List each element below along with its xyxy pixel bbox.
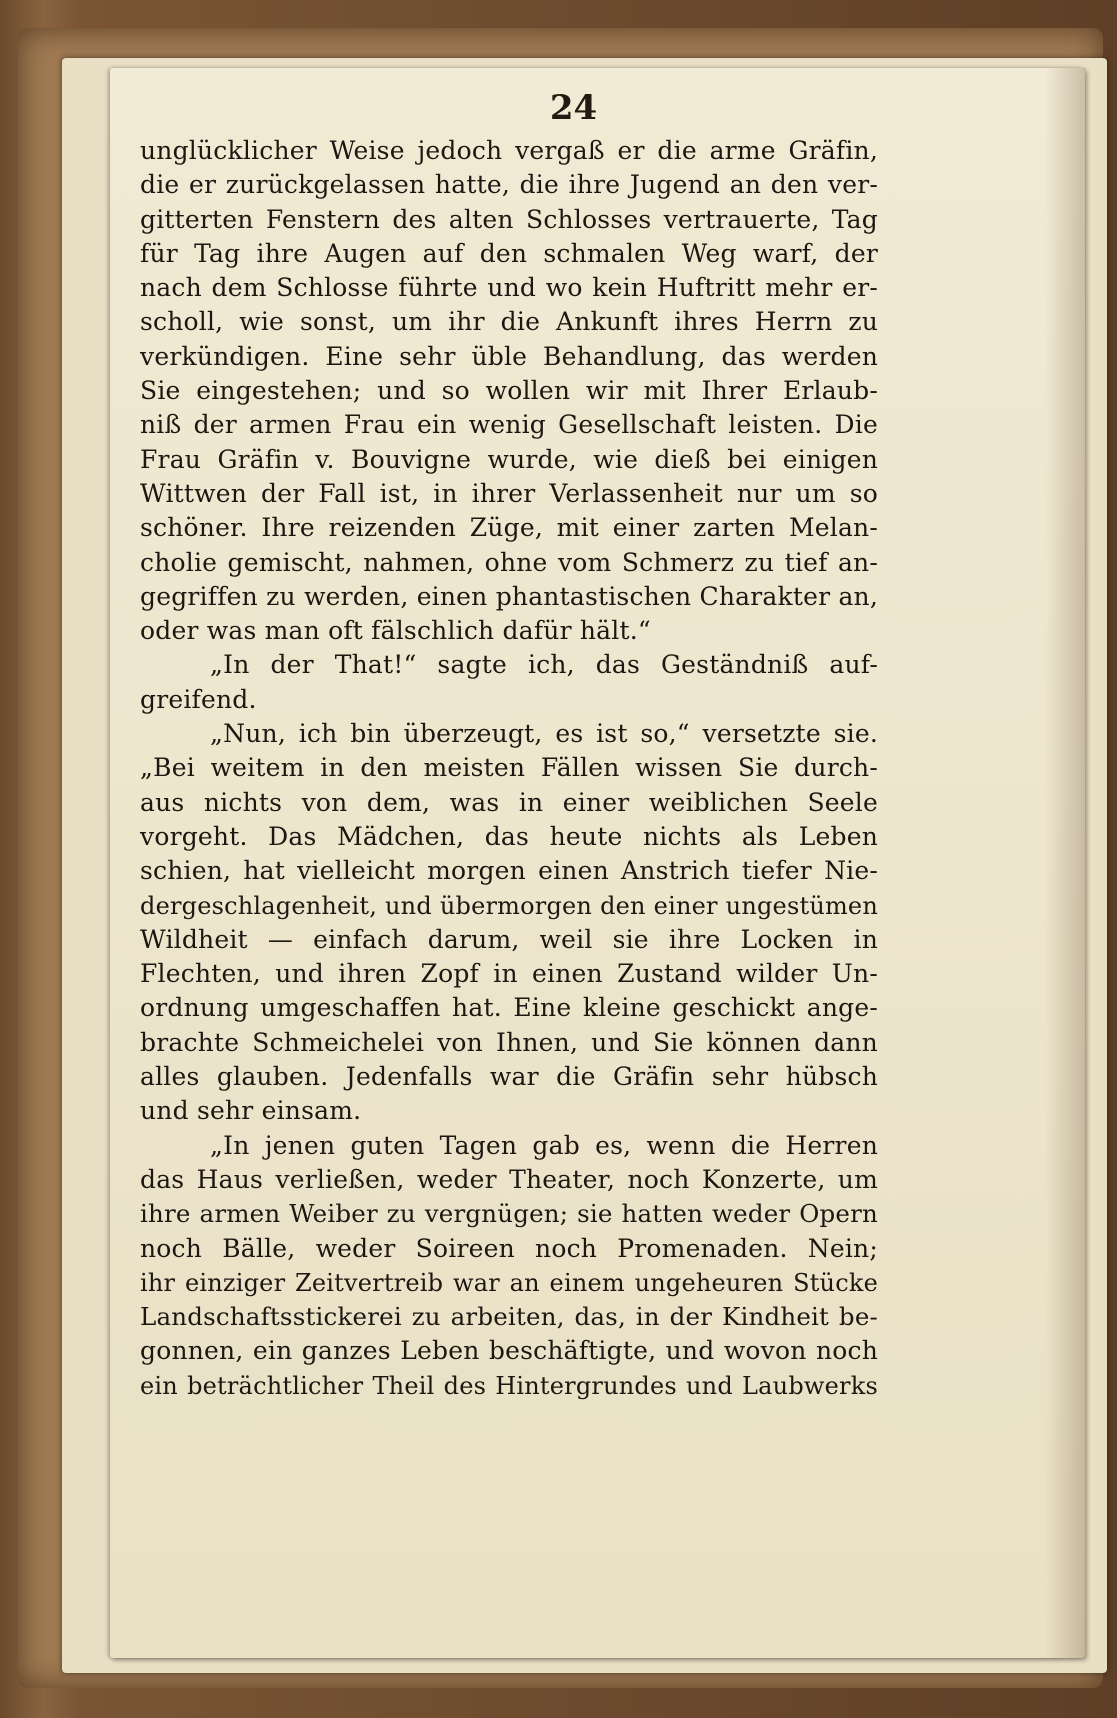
- text-line: scholl, wie sonst, um ihr die Ankunft ihres Herrn zu: [140, 307, 878, 337]
- text-line: Wildheit — einfach darum, weil sie ihre Locken in: [140, 924, 878, 954]
- text-line: Sie eingestehen; und so wollen wir mit Ihrer Erlaub-: [140, 376, 878, 406]
- text-line: „Bei weitem in den meisten Fällen wissen Sie durch-: [140, 753, 878, 783]
- text-line: „Nun, ich bin überzeugt, es ist so,“ versetzte sie.: [210, 719, 878, 749]
- text-line: greifend.: [140, 684, 257, 714]
- text-line: ihre armen Weiber zu vergnügen; sie hatten weder Opern: [140, 1199, 878, 1229]
- text-line: niß der armen Frau ein wenig Gesellschaft leisten. Die: [140, 410, 878, 440]
- text-line: vorgeht. Das Mädchen, das heute nichts als Leben: [140, 821, 878, 851]
- text-line: nach dem Schlosse führte und wo kein Huftritt mehr er-: [140, 273, 878, 303]
- text-line: unglücklicher Weise jedoch vergaß er die arme Gräfin,: [140, 136, 878, 165]
- text-line: ein beträchtlicher Theil des Hintergrundes und Laubwerks: [140, 1371, 878, 1400]
- text-line: Wittwen der Fall ist, in ihrer Verlassenheit nur um so: [140, 478, 878, 508]
- text-line: noch Bälle, weder Soireen noch Promenaden. Nein;: [140, 1233, 878, 1263]
- text-line: aus nichts von dem, was in einer weiblichen Seele: [140, 787, 878, 817]
- text-line: Landschaftsstickerei zu arbeiten, das, in der Kindheit be-: [140, 1302, 878, 1332]
- body-text: [140, 134, 878, 1403]
- page-number: 24: [549, 88, 598, 128]
- text-line: ordnung umgeschaffen hat. Eine kleine geschickt ange-: [140, 993, 878, 1023]
- text-line: „In jenen guten Tagen gab es, wenn die Herren: [210, 1130, 878, 1160]
- text-line: schien, hat vielleicht morgen einen Anstrich tiefer Nie-: [140, 856, 878, 886]
- text-line: Frau Gräfin v. Bouvigne wurde, wie dieß bei einigen: [140, 444, 878, 474]
- text-line: „In der That!“ sagte ich, das Geständniß auf-: [210, 650, 878, 680]
- text-line: ihr einziger Zeitvertreib war an einem ungeheuren Stücke: [140, 1268, 878, 1297]
- text-line: die er zurückgelassen hatte, die ihre Jugend an den ver-: [140, 170, 878, 200]
- text-line: oder was man oft fälschlich dafür hält.“: [140, 616, 651, 646]
- gutter-shadow: [1045, 68, 1085, 1658]
- text-line: gitterten Fenstern des alten Schlosses vertrauerte, Tag: [140, 204, 878, 234]
- text-line: verkündigen. Eine sehr üble Behandlung, das werden: [140, 341, 878, 371]
- text-line: brachte Schmeichelei von Ihnen, und Sie können dann: [140, 1027, 878, 1057]
- text-line: alles glauben. Jedenfalls war die Gräfin sehr hübsch: [140, 1062, 878, 1092]
- text-line: für Tag ihre Augen auf den schmalen Weg warf, der: [140, 238, 878, 268]
- text-line: cholie gemischt, nahmen, ohne vom Schmerz zu tief an-: [140, 547, 878, 577]
- text-line: gonnen, ein ganzes Leben beschäftigte, und wovon noch: [140, 1336, 878, 1366]
- text-line: und sehr einsam.: [140, 1096, 362, 1126]
- text-line: Flechten, und ihren Zopf in einen Zustand wilder Un-: [140, 959, 878, 989]
- text-line: schöner. Ihre reizenden Züge, mit einer zarten Melan-: [140, 513, 878, 543]
- text-line: das Haus verließen, weder Theater, noch Konzerte, um: [140, 1164, 878, 1194]
- text-line: gegriffen zu werden, einen phantastischen Charakter an,: [140, 581, 878, 611]
- text-line: dergeschlagenheit, und übermorgen den einer ungestümen: [140, 891, 878, 920]
